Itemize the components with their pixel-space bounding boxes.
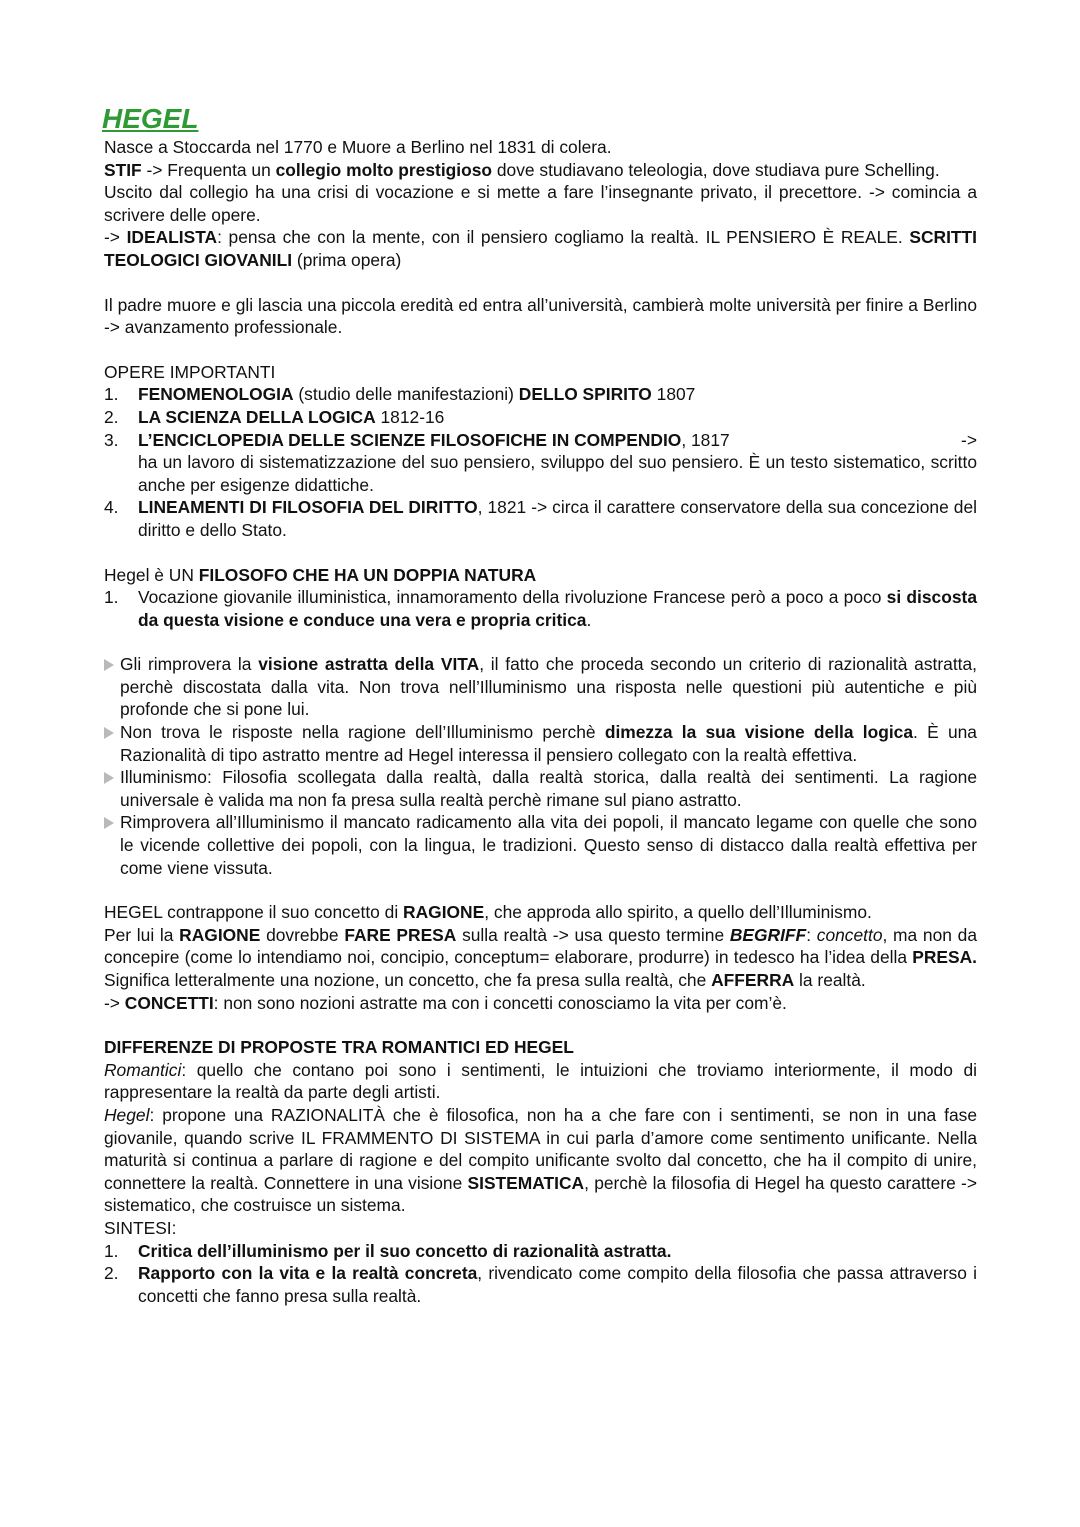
nature-list bbox=[104, 586, 977, 631]
triangle-bullet-icon bbox=[104, 772, 114, 784]
concepts-line: -> CONCETTI: non sono nozioni astratte ma con i concetti conosciamo la vita per com’è. bbox=[104, 992, 787, 1013]
list-item: Illuminismo: Filosofia scollegata dalla realtà, dalla realtà storica, dalla realtà dei sentimenti. La ragione universale è valida ma non fa presa sulla realtà perchè rimane sul piano astratto. bbox=[104, 766, 977, 811]
works-list bbox=[104, 383, 977, 541]
list-item: 2. Rapporto con la vita e la realtà concreta, rivendicato come compito della filosofia che passa attraverso i concetti che fanno presa sulla realtà. bbox=[104, 1263, 977, 1306]
list-item: 1. FENOMENOLOGIA (studio delle manifestazioni) DELLO SPIRITO 1807 bbox=[104, 384, 696, 405]
synthesis-list bbox=[104, 1240, 977, 1308]
triangle-bullet-icon bbox=[104, 659, 114, 671]
college-line: Uscito dal collegio ha una crisi di vocazione e si mette a fare l’insegnante privato, il precettore. -> comincia a scrivere delle opere. bbox=[104, 182, 977, 225]
double-nature-line: Hegel è UN FILOSOFO CHE HA UN DOPPIA NATURA bbox=[104, 564, 537, 585]
works-heading: OPERE IMPORTANTI bbox=[104, 361, 276, 382]
list-item: 1. Vocazione giovanile illuministica, innamoramento della rivoluzione Francese però a poco a poco si discosta da questa visione e conduce una vera e propria critica. bbox=[104, 587, 977, 630]
critique-bullets bbox=[104, 653, 977, 879]
stif-line: STIF -> Frequenta un collegio molto prestigioso dove studiavano teleologia, dove studiava pure Schelling. bbox=[104, 159, 940, 180]
list-item: 2. LA SCIENZA DELLA LOGICA 1812-16 bbox=[104, 406, 445, 427]
triangle-bullet-icon bbox=[104, 727, 114, 739]
list-item: Gli rimprovera la visione astratta della VITA, il fatto che proceda secondo un criterio di razionalità astratta, perchè discostata dalla vita. Non trova nell’Illuminismo una risposta nelle questioni più autentiche e più profonde che si pone lui. bbox=[104, 653, 977, 721]
list-item: Non trova le risposte nella ragione dell’Illuminismo perchè dimezza la sua visione della logica. È una Razionalità di tipo astratto mentre ad Hegel interessa il pensiero collegato con la realtà effettiva. bbox=[104, 721, 977, 766]
synthesis-heading: SINTESI: bbox=[104, 1217, 177, 1238]
reason-paragraph: HEGEL contrappone il suo concetto di RAGIONE, che approda allo spirito, a quello dell’Illuminismo. bbox=[104, 902, 872, 923]
triangle-bullet-icon bbox=[104, 817, 114, 829]
differences-heading: DIFFERENZE DI PROPOSTE TRA ROMANTICI ED HEGEL bbox=[104, 1037, 574, 1058]
list-item: 1. Critica dell’illuminismo per il suo concetto di razionalità astratta. bbox=[104, 1240, 672, 1261]
idealist-line: -> IDEALISTA: pensa che con la mente, con il pensiero cogliamo la realtà. IL PENSIERO È REALE. SCRITTI TEOLOGICI GIOVANILI (prima opera) bbox=[104, 227, 978, 270]
document-page bbox=[104, 103, 977, 1307]
list-item: 3. L’ENCICLOPEDIA DELLE SCIENZE FILOSOFICHE IN COMPENDIO, 1817 -> ha un lavoro di sistematizzazione del suo pensiero, sviluppo del suo pensiero. È un testo sistematico, scritto anche per esigenze didattiche. bbox=[104, 429, 977, 495]
list-item: 4. LINEAMENTI DI FILOSOFIA DEL DIRITTO, 1821 -> circa il carattere conservatore della sua concezione del diritto e dello Stato. bbox=[104, 497, 977, 540]
romantics-paragraph: Romantici: quello che contano poi sono i sentimenti, le intuizioni che troviamo interiormente, il modo di rappresentare la realtà da parte degli artisti. bbox=[104, 1059, 977, 1103]
birth-line: Nasce a Stoccarda nel 1770 e Muore a Berlino nel 1831 di colera. bbox=[104, 137, 612, 157]
list-item: Rimprovera all’Illuminismo il mancato radicamento alla vita dei popoli, il mancato legame con quelle che sono le vicende collettive dei popoli, con la lingua, le tradizioni. Questo senso di distacco dalla realtà effettiva per come viene vissuta. bbox=[104, 811, 977, 879]
page-title: HEGEL bbox=[102, 103, 199, 134]
begriff-paragraph: Per lui la RAGIONE dovrebbe FARE PRESA sulla realtà -> usa questo termine BEGRIFF: concetto, ma non da concepire (come lo intendiamo noi, concipio, conceptum= elaborare, produrre) in tedesco ha l’idea della PRESA. Significa letteralmente una nozione, un concetto, che fa presa sulla realtà, che AFFERRA la realtà. bbox=[104, 924, 978, 990]
father-paragraph: Il padre muore e gli lascia una piccola eredità ed entra all’università, cambierà molte università per finire a Berlino -> avanzamento professionale. bbox=[104, 294, 977, 338]
hegel-paragraph: Hegel: propone una RAZIONALITÀ che è filosofica, non ha a che fare con i sentimenti, se non in una fase giovanile, quando scrive IL FRAMMENTO DI SISTEMA in cui parla d’amore come sentimento unificante. Nella maturità si continua a parlare di ragione e del compito unificante svolto dal concetto, che ha il compito di unire, connettere la realtà. Connettere in una visione SISTEMATICA, perchè la filosofia di Hegel ha questo carattere -> sistematico, che costruisce un sistema. bbox=[104, 1104, 977, 1216]
